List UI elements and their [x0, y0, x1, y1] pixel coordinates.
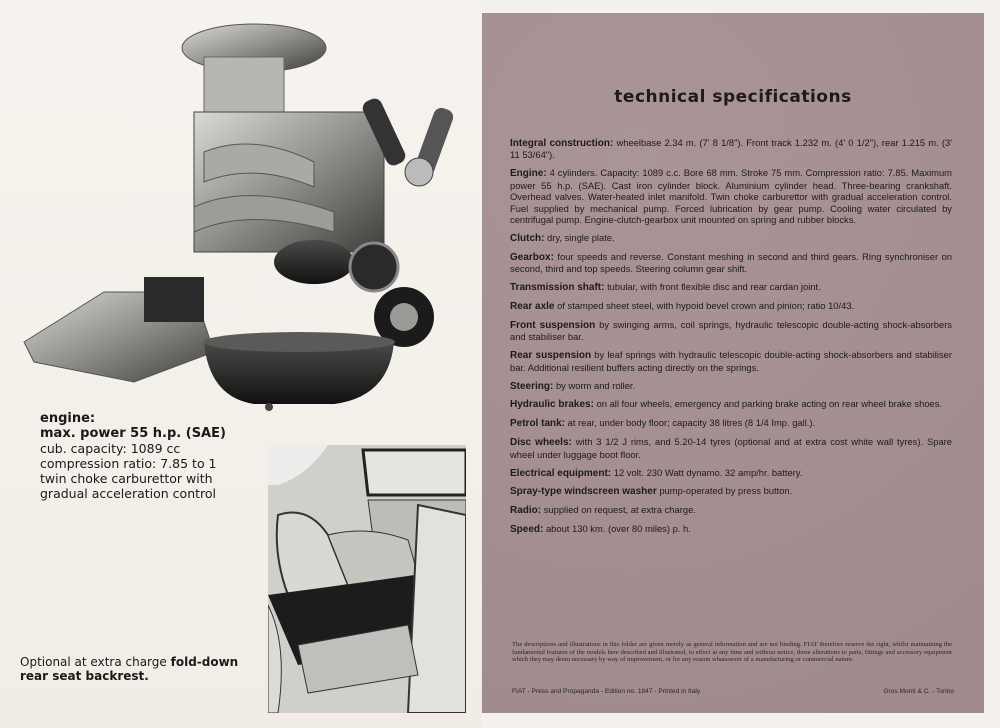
spec-item-rear-suspension: Rear suspension by leaf springs with hydraulic telescopic double-acting shock-absorbers and stabiliser bar. Additional resilient buffers acting directly on the springs. [510, 349, 952, 373]
engine-photo [14, 12, 474, 412]
seat-caption-bold2: rear seat backrest. [20, 669, 149, 683]
footer-printer: Gros Monti & C. - Torino [883, 688, 954, 695]
spec-item-electrical: Electrical equipment: 12 volt. 230 Watt dynamo. 32 amp/hr. battery. [510, 466, 803, 479]
engine-caption-compression: compression ratio: 7.85 to 1 [40, 456, 217, 471]
spec-item-engine: Engine: 4 cylinders. Capacity: 1089 c.c. Bore 68 mm. Stroke 75 mm. Compression ratio: 7.85. Maximum power 55 h.p. (SAE). Cast iron cylinder block. Aluminium cylinder head. Three-bearing crankshaft. Overhead valves. Water-heated inlet manifold. Twin choke carburettor with gradual acceleration control. Fuel supplied by mechanical pump. Forced lubrication by gear pump. Cooling water circulated by centrifugal pump. Engine-clutch-gearbox unit mounted on spring and rubber blocks. [510, 167, 952, 225]
interior-photo [268, 445, 466, 713]
spec-list [510, 137, 952, 542]
left-page [0, 0, 482, 728]
spec-item-speed: Speed: about 130 km. (over 80 miles) p. h. [510, 523, 691, 536]
seat-caption [20, 655, 260, 683]
spec-panel [482, 13, 984, 713]
spec-item-rear-axle: Rear axle of stamped sheet steel, with hypoid bevel crown and pinion; ratio 10/43. [510, 299, 855, 312]
engine-caption-capacity: cub. capacity: 1089 cc [40, 441, 181, 456]
engine-caption-acceleration: gradual acceleration control [40, 486, 217, 501]
engine-caption-carburettor: twin choke carburettor with [40, 471, 213, 486]
spec-item-gearbox: Gearbox: four speeds and reverse. Constant meshing in second and third gears. Ring synchroniser on second, third and top speeds. Steering column gear shift. [510, 250, 952, 275]
spec-item-petrol-tank: Petrol tank: at rear, under body floor; capacity 38 litres (8 1/4 Imp. gall.). [510, 417, 816, 430]
engine-caption-power: max. power 55 h.p. (SAE) [40, 426, 226, 441]
disclaimer: The descriptions and illustrations in this folder are given merely as general information and are not binding. FIAT therefore reserve the right, whilst maintaining the fundamental features of the models here described and illustrated, to effect at any time and without notice, those alterations to parts, fittings and accessory equipment which they may deem necessary by way of improvement, or for any reason whatsoever of a manufacturing or commercial nature. [512, 641, 952, 664]
spec-item-front-suspension: Front suspension by swinging arms, coil springs, hydraulic telescopic double-acting shock-absorbers and stabiliser bar. [510, 318, 952, 343]
spec-item-steering: Steering: by worm and roller. [510, 379, 636, 392]
spec-item-radio: Radio: supplied on request, at extra charge. [510, 504, 696, 517]
spec-item-clutch: Clutch: dry, single plate. [510, 231, 615, 244]
spec-item-brakes: Hydraulic brakes: on all four wheels, emergency and parking brake acting on rear wheel brake shoes. [510, 398, 943, 411]
spec-item-wheels: Disc wheels: with 3 1/2 J rims, and 5.20-14 tyres (optional and at extra cost white wall tyres). Spare wheel under luggage boot floor. [510, 436, 952, 460]
engine-caption [40, 411, 250, 501]
seat-caption-bold1: fold-down [170, 655, 239, 669]
spec-title: technical specifications [614, 87, 852, 107]
footer-edition: FIAT - Press and Propaganda - Edition no. 1847 - Printed in Italy [512, 688, 701, 695]
seat-caption-prefix: Optional at extra charge [20, 655, 171, 669]
spec-item-washer: Spray-type windscreen washer pump-operated by press button. [510, 485, 793, 498]
spec-item-construction: Integral construction: wheelbase 2.34 m. (7' 8 1/8"). Front track 1.232 m. (4' 0 1/2"), rear 1.215 m. (3' 11 53/64"). [510, 137, 952, 161]
spec-item-transmission: Transmission shaft: tubular, with front flexible disc and rear cardan joint. [510, 281, 821, 294]
engine-caption-heading: engine: [40, 411, 96, 426]
